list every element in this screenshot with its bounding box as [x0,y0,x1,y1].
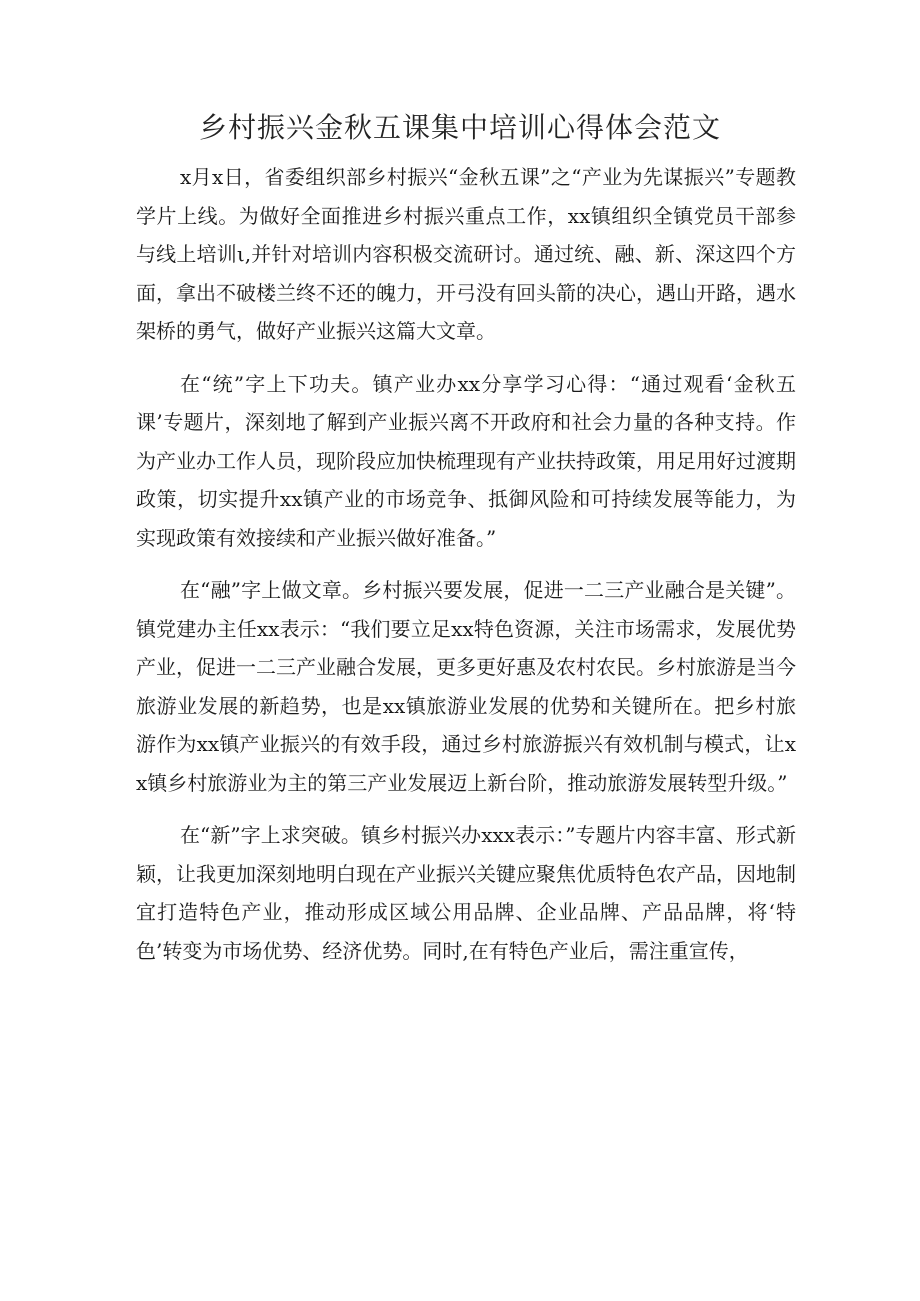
document-title: 乡村振兴金秋五课集中培训心得体会范文 [198,111,721,144]
document-body [136,158,796,984]
paragraph-tong: 在“统”字上下功夫。镇产业办xx分享学习心得：“通过观看‘金秋五课’专题片，深刻地了解到产业振兴离不开政府和社会力量的各种支持。作为产业办工作人员，现阶段应加快梳理现有产业扶持政策，用足用好过渡期政策，切实提升xx镇产业的市场竞争、抵御风险和可持续发展等能力，为实现政策有效接续和产业振兴做好准备。” [136,371,796,550]
paragraph-xin: 在“新”字上求突破。镇乡村振兴办xxx表示：”专题片内容丰富、形式新颖，让我更加深刻地明白现在产业振兴关键应聚焦优质特色农产品，因地制宜打造特色产业，推动形成区域公用品牌、企业品牌、产品品牌，将‘特色’转变为市场优势、经济优势。同时,在有特色产业后，需注重宣传， [136,823,796,963]
paragraph-intro: x月x日，省委组织部乡村振兴“金秋五课”之“产业为先谋振兴”专题教学片上线。为做好全面推进乡村振兴重点工作，xx镇组织全镇党员干部参与线上培训ι,并针对培训内容积极交流研讨。通过统、融、新、深这四个方面，拿出不破楼兰终不还的魄力，开弓没有回头箭的决心，遇山开路，遇水架桥的勇气，做好产业振兴这篇大文章。 [136,165,796,343]
paragraph-rong: 在“融”字上做文章。乡村振兴要发展，促进一二三产业融合是关键”。镇党建办主任xx表示：“我们要立足xx特色资源，关注市场需求，发展优势产业，促进一二三产业融合发展，更多更好惠及农村农民。乡村旅游是当今旅游业发展的新趋势，也是xx镇旅游业发展的优势和关键所在。把乡村旅游作为xx镇产业振兴的有效手段，通过乡村旅游振兴有效机制与模式，让xx镇乡村旅游业为主的第三产业发展迈上新台阶，推动旅游发展转型升级。” [136,578,796,795]
